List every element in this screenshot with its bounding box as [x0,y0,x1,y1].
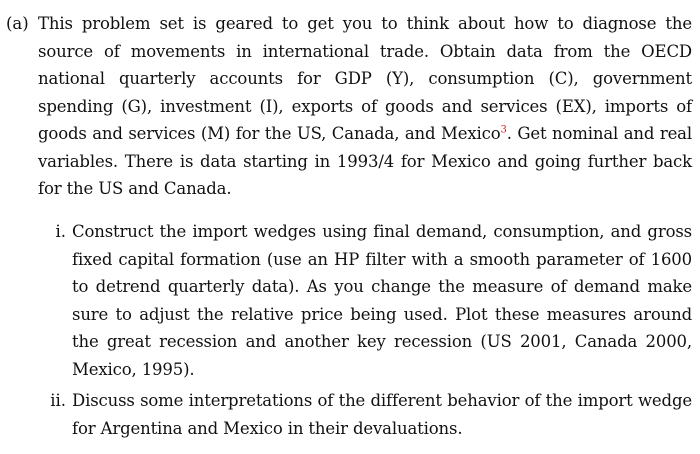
part-a-text-before-footnote: This problem set is geared to get you to think about how to diagnose the source of movements in international trade. Obtain data from the OECD national quarterly accounts for GDP (Y), consumption (C), government spending (G), investment (I), exports of goods and services (EX), imports of goods and services (M) for the US, Canada, and Mexico [38,14,692,143]
subitem-text: Discuss some interpretations of the different behavior of the import wedge for Argentina and Mexico in their devaluations. [72,391,692,438]
footnote-reference[interactable]: 3 [500,124,507,136]
problem-part-a [6,10,692,203]
subitem-list [36,218,692,442]
subitem-i [36,218,692,383]
subitem-ii [36,387,692,442]
subitem-label: i. [55,222,66,241]
part-label: (a) [6,14,29,33]
part-a-paragraph [38,10,692,203]
subitem-text: Construct the import wedges using final demand, consumption, and gross fixed capital formation (use an HP filter with a smooth parameter of 1600 to detrend quarterly data). As you change the measure of demand make sure to adjust the relative price being used. Plot these measures around the great recession and another key recession (US 2001, Canada 2000, Mexico, 1995). [72,222,692,379]
subitem-label: ii. [50,391,66,410]
part-a-text-after-footnote: . Get nominal and real variables. There is data starting in 1993/4 for Mexico and going further back for the US and Canada. [38,124,692,198]
